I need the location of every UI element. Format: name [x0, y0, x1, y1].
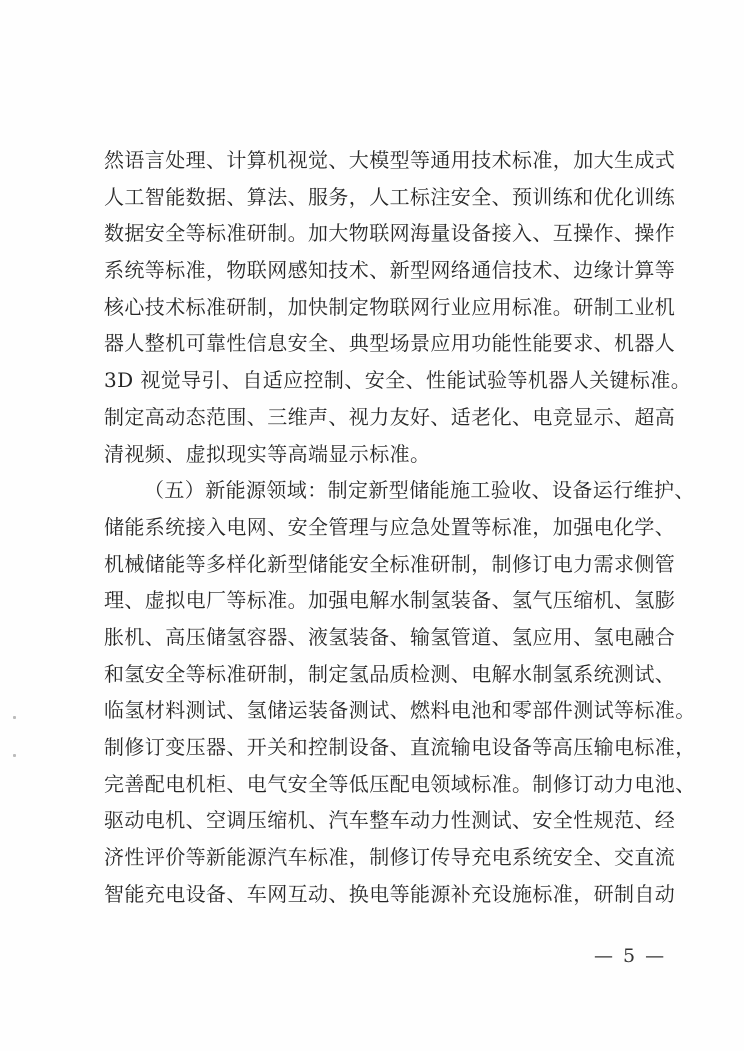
text-line: 人工智能数据、算法、服务，人工标注安全、预训练和优化训练: [104, 184, 676, 209]
text-line: 器人整机可靠性信息安全、典型场景应用功能性能要求、机器人: [104, 331, 676, 356]
text-line: 胀机、高压储氢容器、液氢装备、输氢管道、氢应用、氢电融合: [104, 624, 676, 649]
text-line: 系统等标准，物联网感知技术、新型网络通信技术、边缘计算等: [104, 258, 676, 283]
scan-speck: [13, 716, 16, 719]
text-line: 清视频、虚拟现实等高端显示标准。: [104, 441, 431, 466]
text-line: 理、虚拟电厂等标准。加强电解水制氢装备、氢气压缩机、氢膨: [104, 588, 676, 613]
text-line: 储能系统接入电网、安全管理与应急处置等标准，加强电化学、: [104, 514, 676, 539]
text-line: 制定高动态范围、三维声、视力友好、适老化、电竞显示、超高: [104, 404, 676, 429]
text-line: 临氢材料测试、氢储运装备测试、燃料电池和零部件测试等标准。: [104, 698, 696, 723]
text-line: 机械储能等多样化新型储能安全标准研制，制修订电力需求侧管: [104, 551, 676, 576]
text-line: 完善配电机柜、电气安全等低压配电领域标准。制修订动力电池、: [104, 771, 696, 796]
section-heading-line: （五）新能源领域：制定新型储能施工验收、设备运行维护、: [144, 478, 695, 503]
text-line: 然语言处理、计算机视觉、大模型等通用技术标准，加大生成式: [104, 148, 676, 172]
text-line: 和氢安全等标准研制，制定氢品质检测、电解水制氢系统测试、: [104, 661, 676, 686]
text-line: 智能充电设备、车网互动、换电等能源补充设施标准，研制自动: [104, 881, 676, 906]
page-number: — 5 —: [594, 945, 667, 967]
text-line: 制修订变压器、开关和控制设备、直流输电设备等高压输电标准，: [104, 735, 696, 759]
text-line: 济性评价等新能源汽车标准，制修订传导充电系统安全、交直流: [104, 845, 676, 870]
text-line: 数据安全等标准研制。加大物联网海量设备接入、互操作、操作: [104, 221, 676, 246]
text-line: 核心技术标准研制，加快制定物联网行业应用标准。研制工业机: [104, 294, 676, 319]
scan-speck: [13, 754, 16, 757]
body-text: [104, 142, 696, 912]
text-line: 3D 视觉导引、自适应控制、安全、性能试验等机器人关键标准。: [104, 368, 692, 393]
text-line: 驱动电机、空调压缩机、汽车整车动力性测试、安全性规范、经: [104, 808, 676, 833]
